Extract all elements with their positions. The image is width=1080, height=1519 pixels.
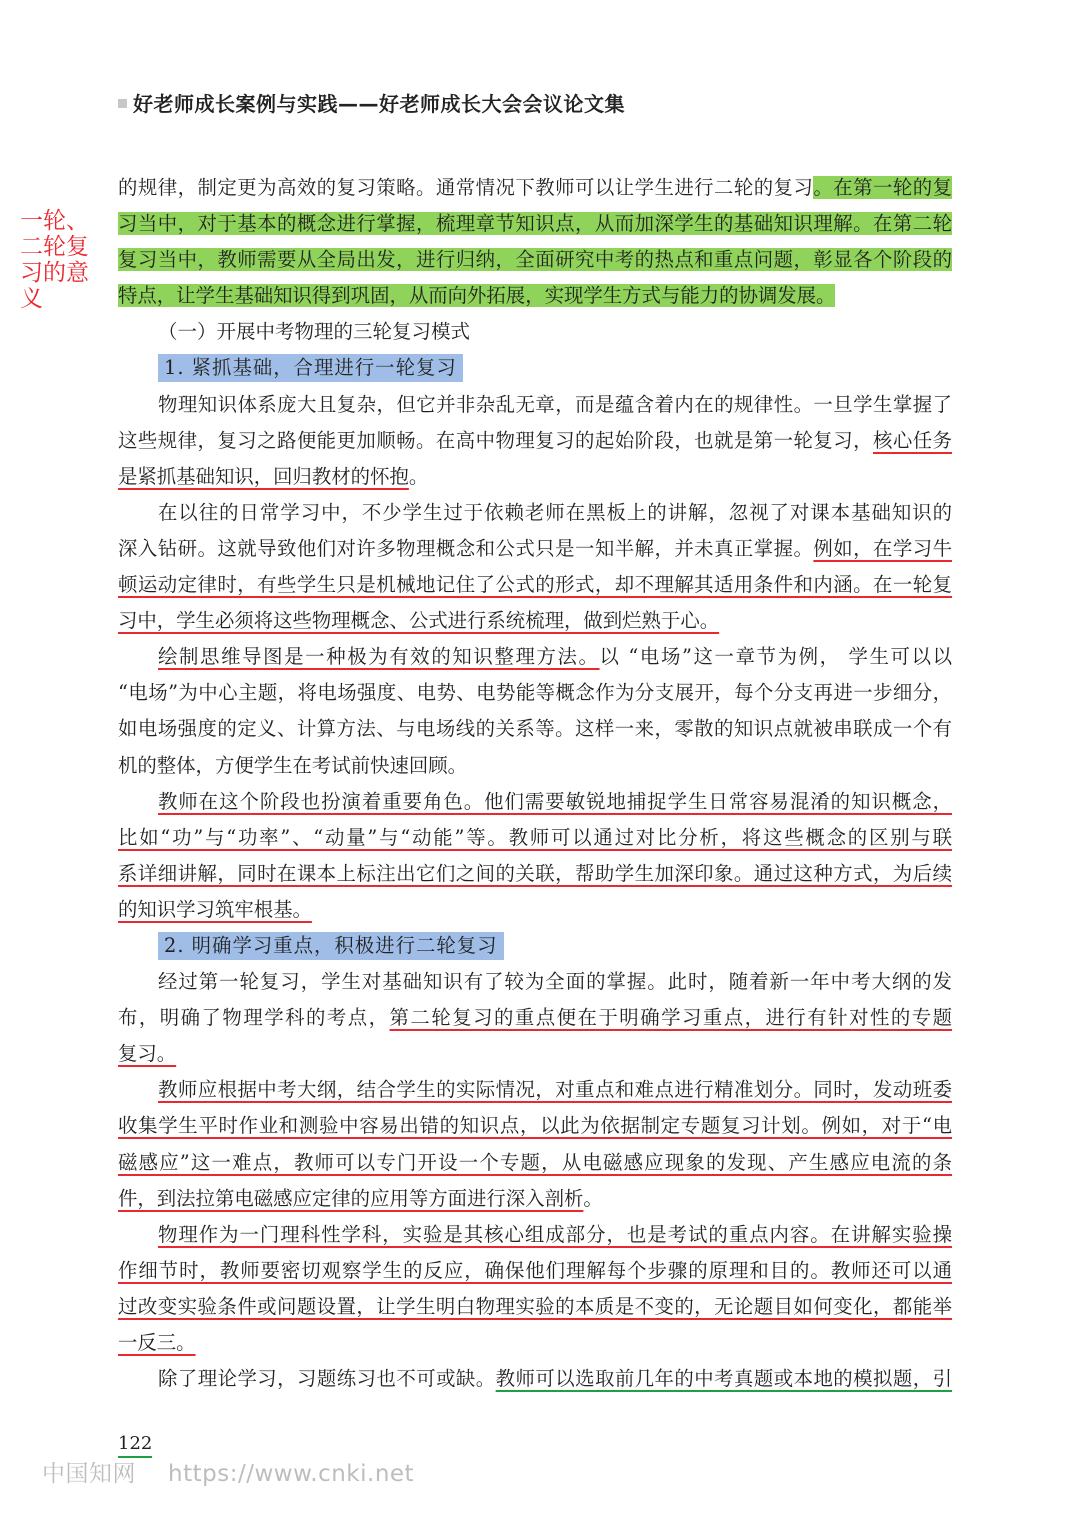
header-square-icon xyxy=(118,99,127,108)
text-line xyxy=(118,748,952,784)
text-line xyxy=(118,784,952,820)
text-green: 习当中，对于基本的概念进行掌握，梳理章节知识点，从而加深学生的基础知识理解。在第二轮 xyxy=(118,212,952,236)
text-ul-red: 顿运动定律时，有些学生只是机械地记住了公式的形式，却不理解其适用条件和内涵。在一轮复 xyxy=(118,573,952,597)
text-line xyxy=(118,1217,952,1253)
text-ul-red: 作细节时，教师要密切观察学生的反应，确保他们理解每个步骤的原理和目的。教师还可以通 xyxy=(118,1258,952,1282)
text-ul-red: 教师在这个阶段也扮演着重要角色。他们需要敏锐地捕捉学生日常容易混淆的知识概念， xyxy=(158,789,952,813)
text-ul-red: 过改变实验条件或问题设置，让学生明白物理实验的本质是不变的，无论题目如何变化，都能举 xyxy=(118,1294,952,1318)
text-line xyxy=(118,495,952,531)
text-line xyxy=(118,711,952,747)
text-green: 。在第一轮的复 xyxy=(813,176,952,199)
text-ul-red: 复习。 xyxy=(118,1042,177,1066)
text-line xyxy=(118,531,952,567)
text-ul-red: 磁感应”这一难点，教师可以专门开设一个专题，从电磁感应现象的发现、产生感应电流的条 xyxy=(118,1150,952,1174)
text-ul-red: 比如“功”与“功率”、“动量”与“动能”等。教师可以通过对比分析，将这些概念的区别与联 xyxy=(118,825,952,849)
text-segment: （一）开展中考物理的三轮复习模式 xyxy=(158,320,471,344)
text-line xyxy=(118,567,952,603)
text-segment: 布，明确了物理学科的考点， xyxy=(118,1006,390,1030)
text-segment: 。 xyxy=(408,464,429,488)
running-header xyxy=(118,88,625,117)
text-line xyxy=(118,1253,952,1289)
text-line xyxy=(118,242,952,278)
text-segment: 在以往的日常学习中，不少学生过于依赖老师在黑板上的讲解，忽视了对课本基础知识的 xyxy=(158,500,952,524)
text-line xyxy=(118,206,952,242)
text-line xyxy=(118,387,952,423)
text-line xyxy=(118,278,952,314)
subsection-heading xyxy=(118,928,952,964)
text-segment: 除了理论学习，习题练习也不可或缺。 xyxy=(158,1367,496,1391)
text-ul-red: 收集学生平时作业和测验中容易出错的知识点，以此为依据制定专题复习计划。例如，对于“电 xyxy=(118,1114,952,1138)
text-ul-red: 一反三。 xyxy=(118,1331,196,1354)
text-ul-red: 核心任务 xyxy=(873,428,952,452)
text-line xyxy=(118,170,952,206)
text-line xyxy=(118,1036,952,1072)
text-segment: 经过第一轮复习，学生对基础知识有了较为全面的掌握。此时，随着新一年中考大纲的发 xyxy=(158,970,952,994)
section-heading xyxy=(118,314,952,350)
text-line xyxy=(118,1072,952,1108)
text-ul-red: 物理作为一门理科性学科，实验是其核心组成部分，也是考试的重点内容。在讲解实验操 xyxy=(158,1222,952,1246)
text-line xyxy=(118,603,952,639)
text-ul-red: 第二轮复习的重点便在于明确学习重点，进行有针对性的专题 xyxy=(389,1006,952,1030)
text-line xyxy=(118,423,952,459)
text-ul-red: 习中，学生必须将这些物理概念、公式进行系统梳理，做到烂熟于心。 xyxy=(118,609,720,633)
text-line xyxy=(118,1325,952,1361)
watermark-brand: 中国知网 xyxy=(42,1461,136,1487)
text-line xyxy=(118,1108,952,1144)
text-segment: 机的整体，方便学生在考试前快速回顾。 xyxy=(118,753,468,777)
text-line xyxy=(118,675,952,711)
text-segment: “电场”为中心主题，将电场强度、电势、电势能等概念作为分支展开，每个分支再进一步细分， xyxy=(118,681,952,705)
text-line xyxy=(118,1361,952,1397)
text-line xyxy=(118,1289,952,1325)
text-blue: 1. 紧抓基础，合理进行一轮复习 xyxy=(158,354,463,382)
header-title: 好老师成长案例与实践——好老师成长大会会议论文集 xyxy=(133,92,625,116)
text-green: 复习当中，教师需要从全局出发，进行归纳，全面研究中考的热点和重点问题，彰显各个阶段的 xyxy=(118,248,952,272)
text-blue: 2. 明确学习重点，积极进行二轮复习 xyxy=(158,932,504,960)
text-ul-red: 是紧抓基础知识，回归教材的怀抱 xyxy=(118,464,409,488)
text-line xyxy=(118,459,952,495)
watermark-url: https://www.cnki.net xyxy=(168,1461,415,1487)
text-ul-red: 教师应根据中考大纲，结合学生的实际情况，对重点和难点进行精准划分。同时，发动班委 xyxy=(158,1078,952,1102)
text-line xyxy=(118,1181,952,1217)
text-ul-red: 例如，在学习牛 xyxy=(813,536,952,560)
text-segment: 如电场强度的定义、计算方法、与电场线的关系等。这样一来，零散的知识点就被串联成一个有 xyxy=(118,717,952,741)
margin-annotation: 一轮、二轮复习的意义 xyxy=(20,208,89,312)
text-line xyxy=(118,856,952,892)
text-green: 特点，让学生基础知识得到巩固，从而向外拓展，实现学生方式与能力的协调发展。 xyxy=(118,284,836,308)
text-line xyxy=(118,1000,952,1036)
text-ul-red: 件，到法拉第电磁感应定律的应用等方面进行深入剖析 xyxy=(118,1186,584,1210)
text-ul-green: 教师可以选取前几年的中考真题或本地的模拟题，引 xyxy=(495,1367,952,1391)
text-segment: 。 xyxy=(583,1186,603,1210)
text-segment: 物理知识体系庞大且复杂，但它并非杂乱无章，而是蕴含着内在的规律性。一旦学生掌握了 xyxy=(158,392,952,416)
text-segment: 以 “电场”这一章节为例， 学生可以以 xyxy=(599,645,952,669)
cnki-watermark xyxy=(42,1455,414,1488)
text-line xyxy=(118,892,952,928)
text-line xyxy=(118,1145,952,1181)
text-ul-red: 的知识学习筑牢根基。 xyxy=(118,897,312,921)
body-text xyxy=(118,170,952,1397)
text-line xyxy=(118,820,952,856)
text-segment: 的规律，制定更为高效的复习策略。通常情况下教师可以让学生进行二轮的复习 xyxy=(118,176,814,199)
text-segment: 深入钻研。这就导致他们对许多物理概念和公式只是一知半解，并未真正掌握。 xyxy=(118,536,814,560)
text-segment: 这些规律，复习之路便能更加顺畅。在高中物理复习的起始阶段，也就是第一轮复习， xyxy=(118,428,874,452)
page-number: 122 xyxy=(118,1432,152,1458)
subsection-heading xyxy=(118,350,952,386)
text-line xyxy=(118,964,952,1000)
text-ul-red: 系详细讲解，同时在课本上标注出它们之间的关联，帮助学生加深印象。通过这种方式，为后续 xyxy=(118,861,952,885)
text-line xyxy=(118,639,952,675)
text-ul-red: 绘制思维导图是一种极为有效的知识整理方法。 xyxy=(158,645,600,669)
